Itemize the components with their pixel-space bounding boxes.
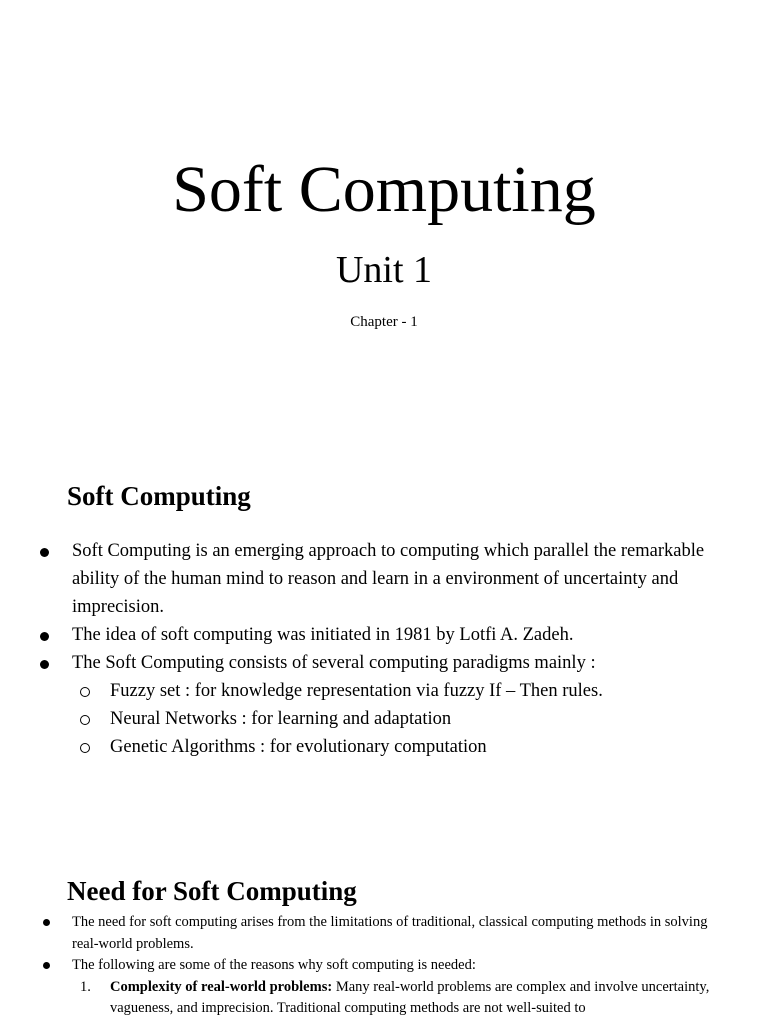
- sub-list-item-text: Neural Networks : for learning and adaptation: [110, 709, 452, 729]
- sub-list-item: [0, 733, 768, 761]
- section-heading-soft-computing: Soft Computing: [67, 481, 251, 511]
- numbered-item-title: Complexity of real-world problems:: [110, 978, 333, 995]
- unit-label: Unit 1: [335, 249, 433, 291]
- hollow-bullet-icon: [80, 715, 90, 725]
- bullet-icon: [43, 962, 50, 969]
- list-item-text: The following are some of the reasons why soft computing is needed:: [72, 957, 476, 973]
- sub-list-item-text: Genetic Algorithms : for evolutionary computation: [110, 737, 487, 757]
- need-bullet-list: [0, 912, 768, 1020]
- list-number: 1.: [80, 978, 91, 995]
- bullet-icon: [43, 919, 50, 926]
- bullet-icon: [40, 632, 49, 641]
- chapter-label: Chapter - 1: [350, 314, 418, 330]
- sub-list-item: [0, 677, 768, 705]
- sub-list-item-text: Fuzzy set : for knowledge representation via fuzzy If – Then rules.: [110, 681, 603, 701]
- list-item-text: The idea of soft computing was initiated in 1981 by Lotfi A. Zadeh.: [72, 625, 574, 645]
- list-item: [0, 955, 768, 977]
- list-item-text: Soft Computing is an emerging approach to computing which parallel the remarkable ability of the human mind to reason and learn in a environment of uncertainty and imprecision.: [72, 541, 705, 617]
- list-item-text: The need for soft computing arises from the limitations of traditional, classical computing methods in solving real-world problems.: [72, 914, 708, 952]
- bullet-icon: [40, 548, 49, 557]
- list-item: [0, 621, 768, 649]
- hollow-bullet-icon: [80, 687, 90, 697]
- bullet-icon: [40, 660, 49, 669]
- numbered-item-text: Many real-world problems are complex and involve uncertainty, vagueness, and imprecision. Traditional computing methods are not well-suited to: [110, 978, 710, 1016]
- hollow-bullet-icon: [80, 743, 90, 753]
- list-item: [0, 912, 768, 955]
- list-item: [0, 537, 768, 621]
- list-item: [0, 649, 768, 677]
- sub-list-item: [0, 705, 768, 733]
- document-title: Soft Computing: [172, 153, 596, 226]
- section-heading-need-for-soft-computing: Need for Soft Computing: [67, 876, 357, 906]
- numbered-list-item: [0, 977, 768, 1020]
- soft-computing-bullet-list: [0, 537, 768, 761]
- list-item-text: The Soft Computing consists of several computing paradigms mainly :: [72, 653, 596, 673]
